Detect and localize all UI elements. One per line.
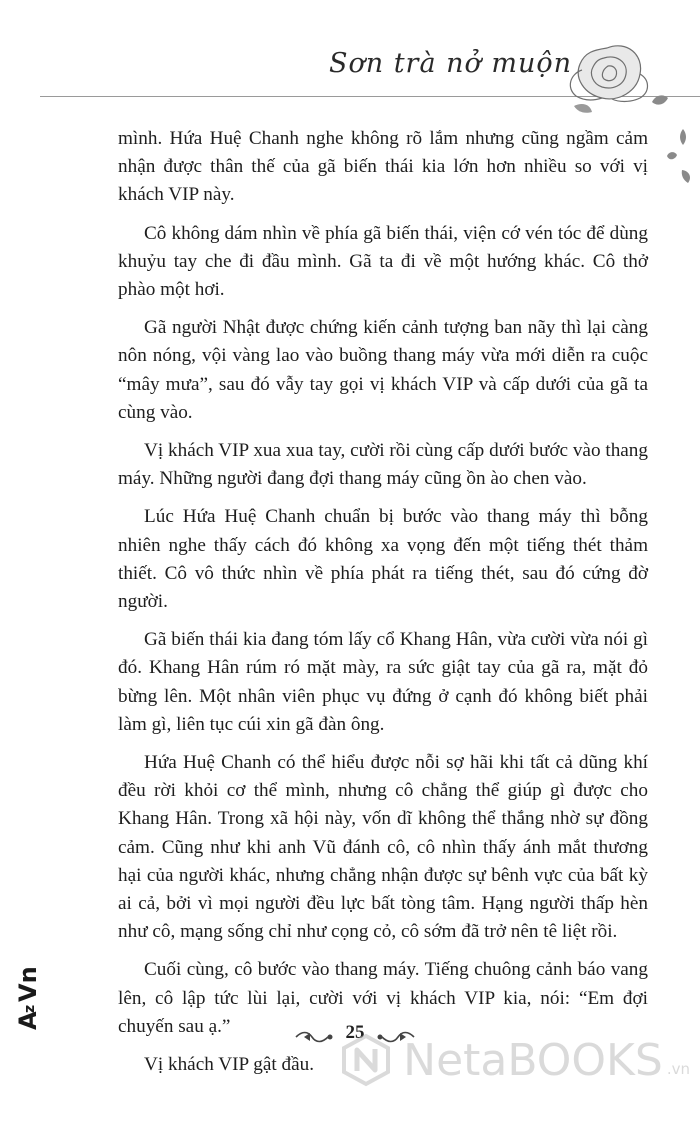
petal-decoration-icon (680, 168, 692, 184)
paragraph: Cô không dám nhìn về phía gã biến thái, viện cớ vén tóc để dùng khuỷu tay che đi đầu mình. Gã ta đi về một hướng khác. Cô thở phào một hơi. (118, 222, 648, 301)
rose-flower-icon (552, 30, 662, 120)
watermark-text: NetaBOOKS (403, 1034, 663, 1086)
svg-text:A: A (14, 1011, 42, 1030)
paragraph: Cuối cùng, cô bước vào thang máy. Tiếng chuông cảnh báo vang lên, cô lập tức lùi lại, cười với vị khách VIP kia, nói: “Em đợi chuyến sau ạ.” (118, 959, 648, 1037)
page-number: 25 (345, 1022, 365, 1043)
watermark-suffix: .vn (666, 1060, 690, 1078)
paragraph: Gã biến thái kia đang tóm lấy cổ Khang Hân, vừa cười vừa nói gì đó. Khang Hân rúm ró mặt mày, ra sức giật tay của gã ra, mặt đỏ bừng lên. Một nhân viên phục vụ đứng ở cạnh đó không biết phải làm gì, liên tục cúi xin gã đàn ông. (118, 629, 648, 735)
paragraph: Vị khách VIP gật đầu. (144, 1054, 314, 1076)
svg-text:z: z (22, 1004, 38, 1013)
svg-text:Vn: Vn (14, 966, 42, 1002)
paragraph: Gã người Nhật được chứng kiến cảnh tượng ban nãy thì lại càng nôn nóng, vội vàng lao vào buồng thang máy vừa mới diễn ra cuộc “mây mưa”, sau đó vẫy tay gọi vị khách VIP và cấp dưới của gã ta cùng vào. (118, 317, 648, 423)
watermark (339, 1033, 690, 1087)
publisher-logo (8, 952, 44, 1032)
paragraph: Vị khách VIP xua xua tay, cười rồi cùng cấp dưới bước vào thang máy. Những người đang đợi thang máy cũng ồn ào chen vào. (118, 440, 648, 490)
body-text (118, 125, 648, 1089)
paragraph: mình. Hứa Huệ Chanh nghe không rõ lắm nhưng cũng ngầm cảm nhận được thân thế của gã biến thái kia lớn hơn nhiều so với vị khách VIP này. (118, 128, 648, 206)
petal-decoration-icon (666, 150, 678, 162)
petal-decoration-icon (650, 92, 670, 108)
petal-decoration-icon (678, 128, 688, 146)
paragraph: Lúc Hứa Huệ Chanh chuẩn bị bước vào thang máy thì bỗng nhiên nghe thấy cách đó không xa vọng đến một tiếng thét thảm thiết. Cô vô thức nhìn về phía phát ra tiếng thét, sau đó cứng đờ người. (118, 506, 648, 613)
running-header-title: Sơn trà nở muộn (328, 48, 572, 79)
netabooks-logo-icon (339, 1033, 393, 1087)
paragraph: Hứa Huệ Chanh có thể hiểu được nỗi sợ hãi khi tất cả dũng khí đều rời khỏi cơ thể mình, nhưng cô chẳng thể giúp gì được cho Khang Hân. Trong xã hội này, vốn dĩ không thể thắng nhờ sự đồng cảm. Cũng như khi anh Vũ đánh cô, cô nhìn thấy ánh mắt thương hại của người khác, nhưng chẳng nhận được sự bênh vực của bất kỳ ai cả, bởi vì mọi người đều lực bất tòng tâm. Hạng người thấp hèn như cô, mạng sống chỉ như cọng cỏ, cô sớm đã trở nên tê liệt rồi. (118, 752, 648, 943)
